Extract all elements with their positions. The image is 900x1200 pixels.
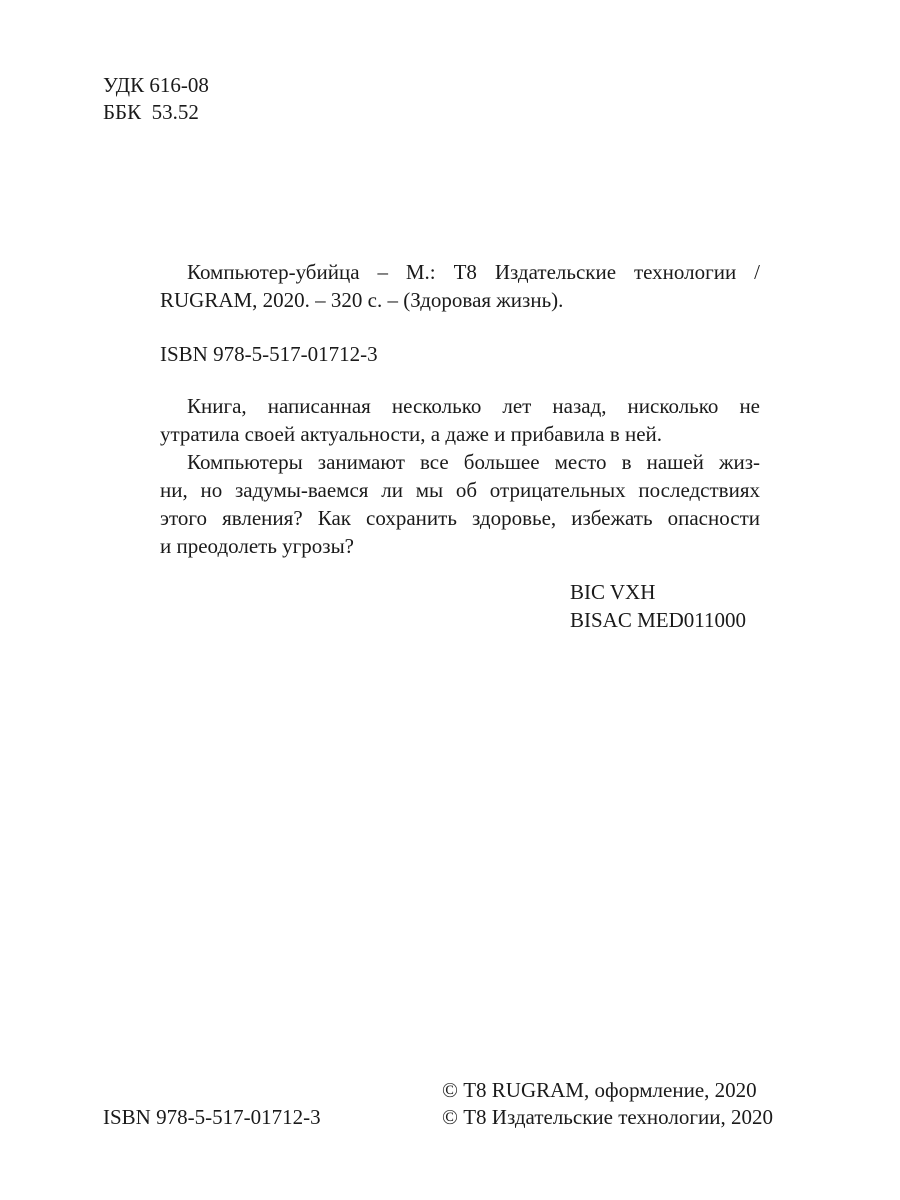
- bic-code: BIC VXH: [570, 580, 656, 604]
- annotation-p1-line-2: утратила своей актуальности, а даже и прибавила в ней.: [160, 422, 663, 446]
- subject-codes: [570, 578, 746, 634]
- bibliographic-record: [160, 258, 760, 314]
- classification-codes: [103, 72, 209, 126]
- bisac-code: BISAC MED011000: [570, 608, 746, 632]
- annotation: [160, 392, 760, 560]
- annotation-p2-line-4: и преодолеть угрозы?: [160, 534, 354, 558]
- annotation-p2-line-1: Компьютеры занимают все большее место в нашей жиз-: [187, 450, 760, 474]
- udk-code: УДК 616-08: [103, 73, 209, 97]
- bibliography-line-1: Компьютер-убийца – М.: Т8 Издательские технологии /: [187, 260, 760, 284]
- bibliography-line-2: RUGRAM, 2020. – 320 с. – (Здоровая жизнь).: [160, 288, 564, 312]
- copyright-notice: [442, 1077, 773, 1131]
- bbk-code: ББК 53.52: [103, 100, 199, 124]
- annotation-p2-line-2: ни, но задумы-ваемся ли мы об отрицательных последствиях: [160, 478, 760, 502]
- copyright-line-2: © Т8 Издательские технологии, 2020: [442, 1105, 773, 1129]
- copyright-line-1: © Т8 RUGRAM, оформление, 2020: [442, 1078, 757, 1102]
- isbn: ISBN 978-5-517-01712-3: [160, 342, 378, 366]
- footer-isbn: ISBN 978-5-517-01712-3: [103, 1105, 321, 1129]
- annotation-p1-line-1: Книга, написанная несколько лет назад, нисколько не: [187, 394, 760, 418]
- annotation-p2-line-3: этого явления? Как сохранить здоровье, избежать опасности: [160, 506, 760, 530]
